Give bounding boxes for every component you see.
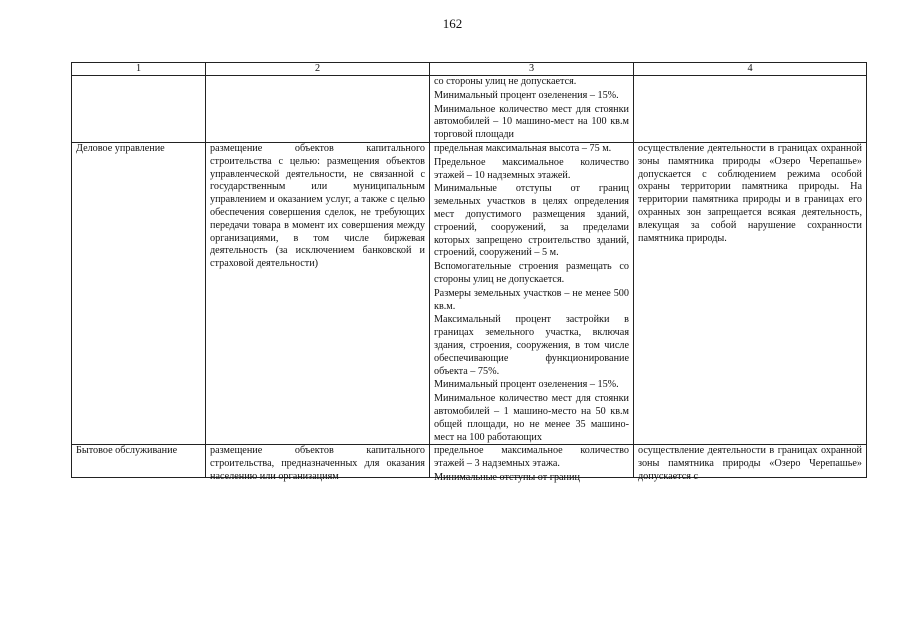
land-use-type-cell xyxy=(72,445,206,478)
parameter-text: Минимальный процент озеленения – 15%. xyxy=(434,379,619,391)
restrictions-cell xyxy=(634,445,867,482)
parameters-cell xyxy=(430,76,634,143)
column-number: 4 xyxy=(634,63,867,76)
parameter-text: Минимальные отступы от границ xyxy=(434,471,580,483)
restrictions-cell xyxy=(634,76,867,143)
parameters-cell xyxy=(430,445,634,483)
parameter-text: предельная максимальная высота – 75 м. xyxy=(434,142,612,154)
land-use-type-text: Бытовое обслуживание xyxy=(76,445,178,457)
column-number: 2 xyxy=(206,63,430,76)
parameter-text: Минимальное количество мест для стоянки автомобилей – 1 машино-место на 50 кв.м общей площади, но не менее 35 машино-мест на 100 работающих xyxy=(434,393,629,443)
parameters-clip xyxy=(434,445,629,483)
parameter-text: Минимальные отступы от границ земельных участков в целях определения мест допустимого размещения зданий, строений, сооружений, за пределами которых запрещено строительство зданий, строений, сооружений – 5 м. xyxy=(434,183,629,259)
parameter-text: Максимальный процент застройки в границах земельного участка, включая здания, строения, сооружения, в том числе обеспечивающие функционирование объекта – 75%. xyxy=(434,314,629,377)
parameter-text: предельное максимальное количество этажей – 3 надземных этажа. xyxy=(434,445,629,470)
land-use-description-cell: размещение объектов капитального строительства с целью: размещения объектов управленческой деятельности, не связанной с государственным или муниципальным управлением и оказанием услуг, а также с целью обеспечения совершения сделок, не требующих передачи товара в момент их совершения между организациями, в том числе биржевая деятельность (за исключением банковской и страховой деятельности) xyxy=(206,142,430,444)
restrictions-text: осуществление деятельности в границах охранной зоны памятника природы «Озеро Черепашье» допускается с xyxy=(638,445,862,482)
parameter-text: Вспомогательные строения размещать со стороны улиц не допускается. xyxy=(434,261,629,285)
parameter-text: Минимальное количество мест для стоянки автомобилей – 10 машино-мест на 100 кв.м торговой площади xyxy=(434,103,629,141)
land-use-type-cell: Деловое управление xyxy=(72,142,206,444)
table-row xyxy=(72,142,867,444)
table-row xyxy=(72,445,867,478)
column-number: 3 xyxy=(430,63,634,76)
land-use-description-cell xyxy=(206,445,430,482)
page-number: 162 xyxy=(442,16,463,31)
parameter-text: со стороны улиц не допускается. xyxy=(434,76,577,87)
land-use-description-text: размещение объектов капитального строительства, предназначенных для оказания населению или организациям xyxy=(210,445,425,482)
parameter-text: Размеры земельных участков – не менее 500 кв.м. xyxy=(434,287,629,312)
parameter-text: Минимальный процент озеленения – 15%. xyxy=(434,89,619,101)
restrictions-cell: осуществление деятельности в границах охранной зоны памятника природы «Озеро Черепашье» допускается с соблюдением режима особой охраны территории памятника природы. На территории памятника природы и в границах его охранных зон запрещается всякая деятельность, влекущая за собой нарушение сохранности памятника природы. xyxy=(634,142,867,444)
table-row xyxy=(72,76,867,143)
column-number-row xyxy=(72,63,867,76)
column-number: 1 xyxy=(72,63,206,76)
zoning-regulations-table xyxy=(71,62,867,483)
land-use-type-cell xyxy=(72,76,206,143)
parameters-cell xyxy=(430,142,634,444)
parameter-text: Предельное максимальное количество этажей – 10 надземных этажей. xyxy=(434,156,629,181)
land-use-description-cell xyxy=(206,76,430,143)
